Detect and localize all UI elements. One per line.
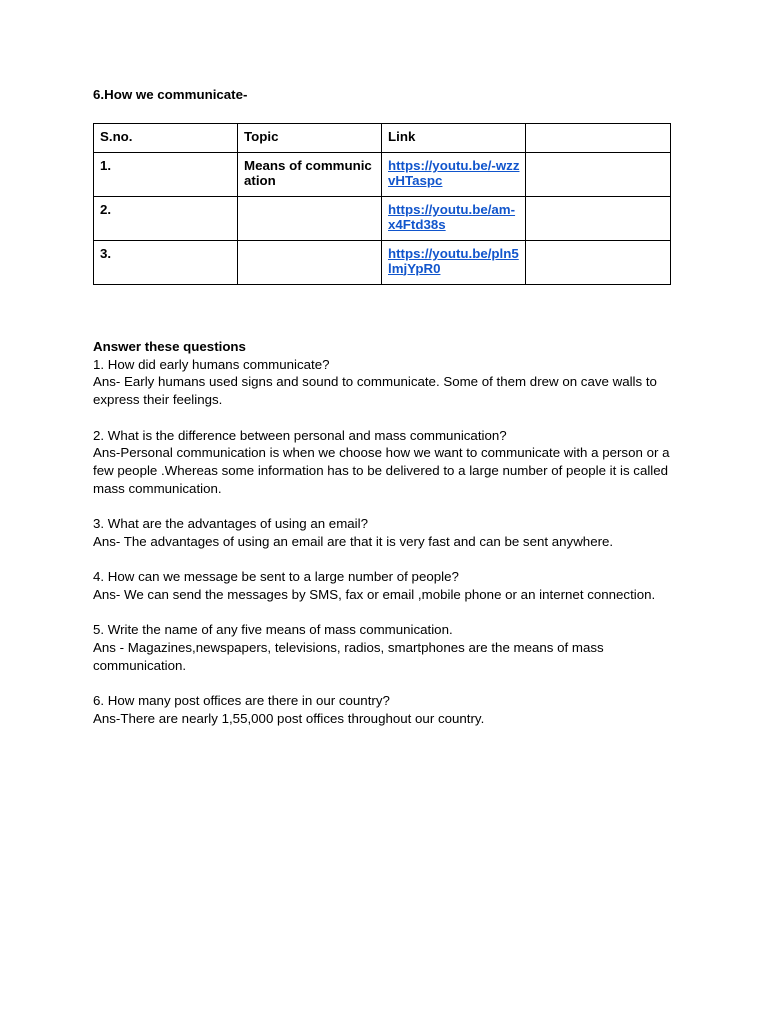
answer-text: Ans-Personal communication is when we choose how we want to communicate with a person or a few people .Whereas some information has to be delivered to a large number of people it is called mass communication. (93, 445, 670, 496)
questions-section (93, 338, 683, 745)
qa-item (93, 427, 683, 498)
video-link[interactable]: https://youtu.be/-wzzvHTaspc (388, 158, 520, 188)
cell-sno: 3. (94, 241, 238, 285)
cell-empty (526, 153, 671, 197)
cell-empty (526, 241, 671, 285)
qa-item (93, 568, 683, 603)
qa-item (93, 621, 683, 674)
video-link[interactable]: https://youtu.be/am-x4Ftd38s (388, 202, 516, 232)
question-text: 5. Write the name of any five means of mass communication. (93, 622, 453, 638)
qa-item (93, 515, 683, 550)
cell-link (382, 153, 526, 197)
qa-item (93, 692, 683, 727)
table-row (94, 241, 671, 285)
question-text: 4. How can we message be sent to a large number of people? (93, 569, 459, 585)
header-link: Link (382, 124, 526, 153)
answer-text: Ans- The advantages of using an email are that it is very fast and can be sent anywhere. (93, 533, 614, 549)
answer-text: Ans - Magazines,newspapers, televisions, radios, smartphones are the means of mass communication. (93, 639, 604, 673)
question-text: 2. What is the difference between personal and mass communication? (93, 427, 507, 443)
header-sno: S.no. (94, 124, 238, 153)
table-row (94, 197, 671, 241)
answer-text: Ans- Early humans used signs and sound to communicate. Some of them drew on cave walls to express their feelings. (93, 374, 657, 408)
question-text: 6. How many post offices are there in our country? (93, 692, 390, 708)
cell-topic (238, 197, 382, 241)
cell-link (382, 241, 526, 285)
cell-sno: 2. (94, 197, 238, 241)
table-row (94, 153, 671, 197)
answer-text: Ans- We can send the messages by SMS, fax or email ,mobile phone or an internet connection. (93, 586, 656, 602)
video-links-table (93, 123, 671, 285)
video-link[interactable]: https://youtu.be/pln5lmjYpR0 (388, 246, 519, 276)
header-topic: Topic (238, 124, 382, 153)
cell-topic (238, 241, 382, 285)
questions-title: Answer these questions (93, 339, 246, 354)
question-text: 3. What are the advantages of using an email? (93, 516, 368, 531)
cell-empty (526, 197, 671, 241)
cell-link (382, 197, 526, 241)
header-empty (526, 124, 671, 153)
cell-topic: Means of communication (238, 153, 382, 197)
section-heading: 6.How we communicate- (93, 87, 248, 102)
question-text: 1. How did early humans communicate? (93, 356, 330, 372)
table-header-row (94, 124, 671, 153)
answer-text: Ans-There are nearly 1,55,000 post offices throughout our country. (93, 710, 485, 726)
qa-item (93, 356, 683, 409)
cell-sno: 1. (94, 153, 238, 197)
